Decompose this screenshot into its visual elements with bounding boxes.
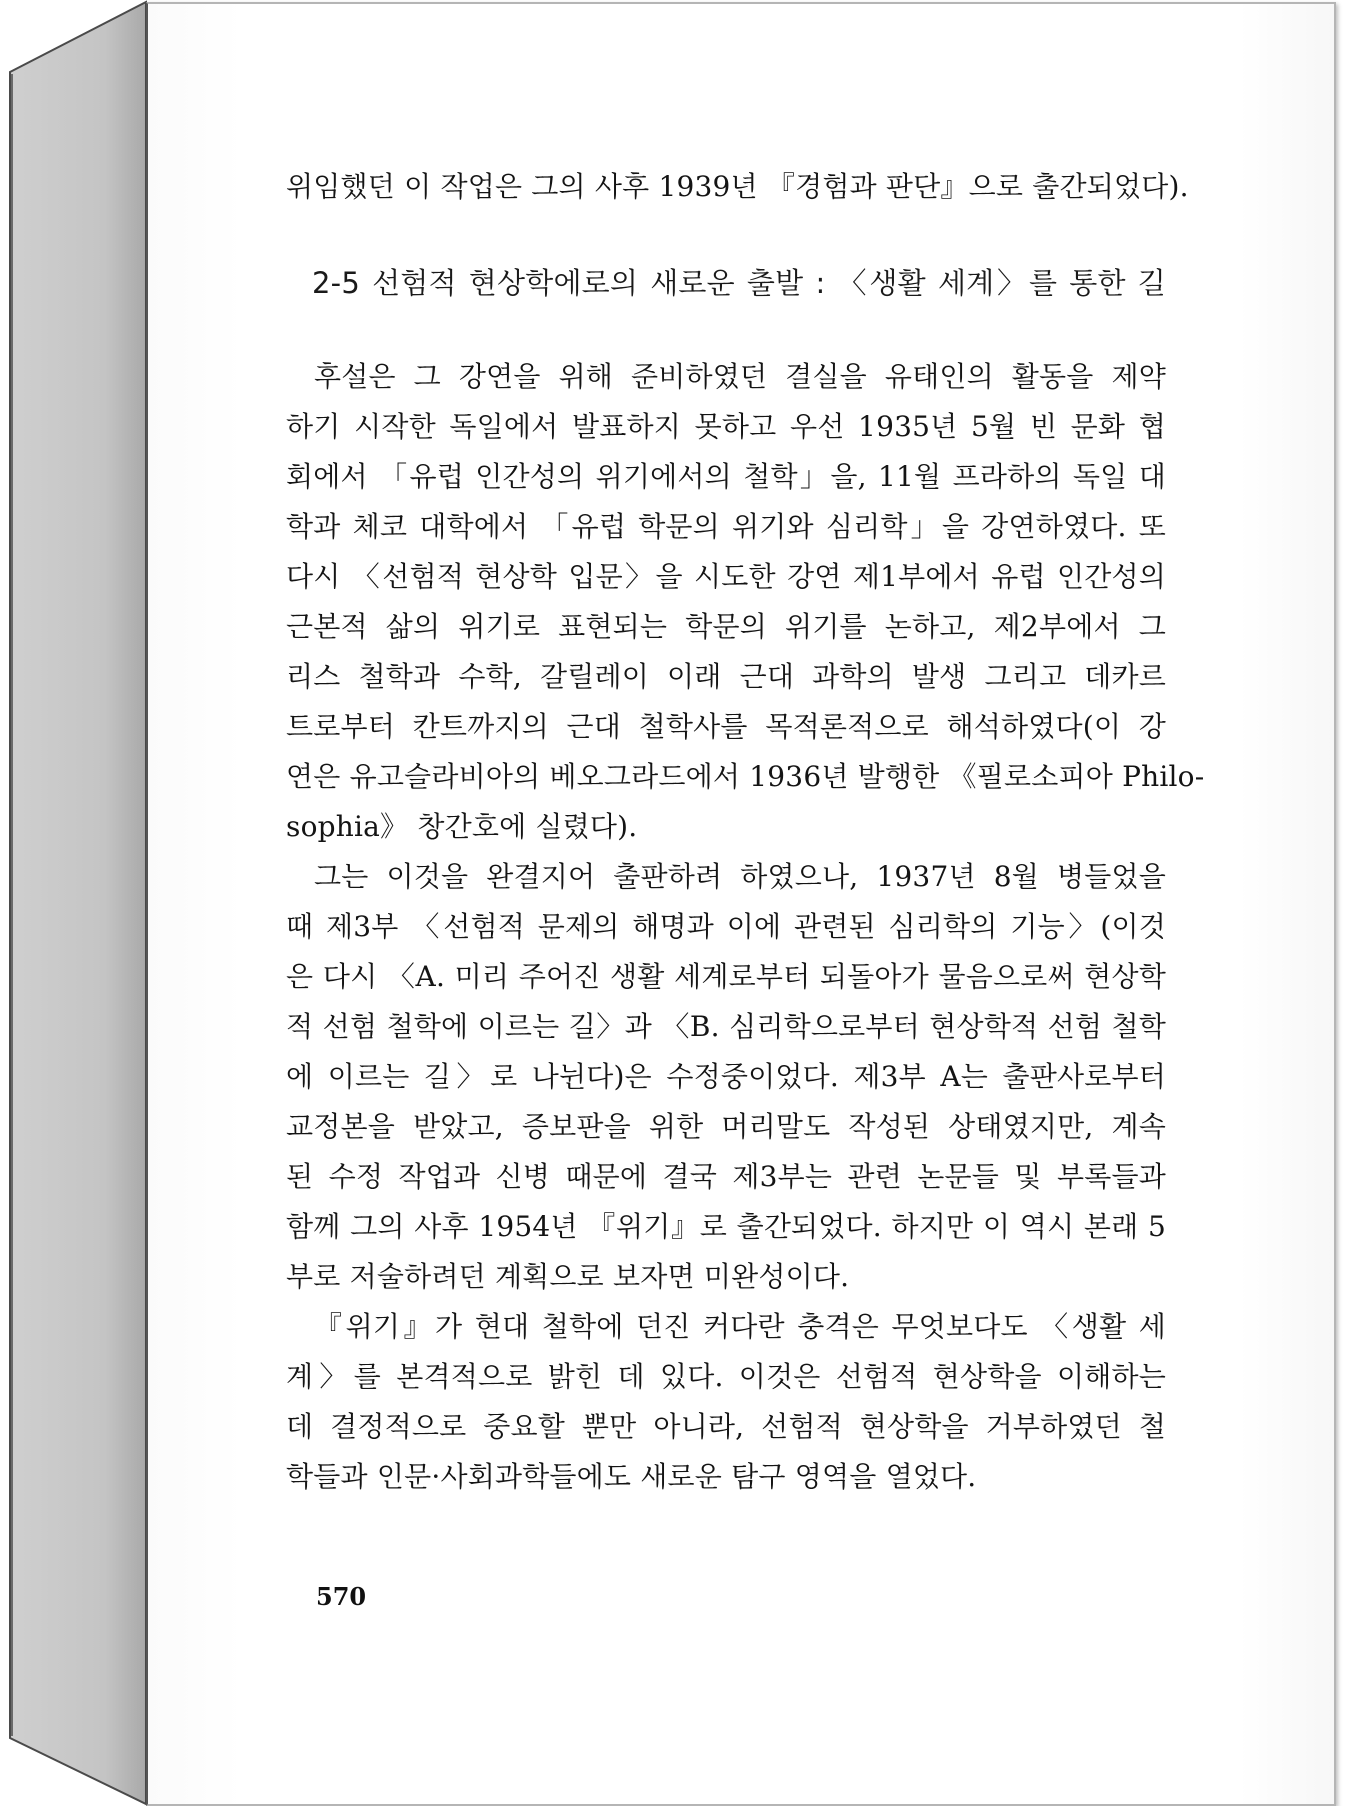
text-line: 근본적 삶의 위기로 표현되는 학문의 위기를 논하고, 제2부에서 그 [286, 610, 1166, 643]
section-heading: 2-5 선험적 현상학에로의 새로운 출발 : 〈생활 세계〉를 통한 길 [312, 266, 1166, 300]
text-line: 부로 저술하려던 계획으로 보자면 미완성이다. [286, 1260, 850, 1293]
text-line: 연은 유고슬라비아의 베오그라드에서 1936년 발행한 《필로소피아 Philo- [286, 760, 1205, 793]
text-line: 은 다시 〈A. 미리 주어진 생활 세계로부터 되돌아가 물음으로써 현상학 [286, 960, 1166, 993]
paragraph-3 [286, 1302, 1166, 1502]
text-line: 에 이르는 길〉로 나뉜다)은 수정중이었다. 제3부 A는 출판사로부터 [286, 1060, 1166, 1093]
text-line: 트로부터 칸트까지의 근대 철학사를 목적론적으로 해석하였다(이 강 [286, 710, 1166, 743]
text-line: 후설은 그 강연을 위해 준비하였던 결실을 유태인의 활동을 제약 [314, 360, 1166, 393]
text-line: 때 제3부 〈선험적 문제의 해명과 이에 관련된 심리학의 기능〉(이것 [286, 910, 1166, 943]
text-line: sophia》 창간호에 실렸다). [286, 810, 638, 843]
book-page [146, 2, 1336, 1806]
text-line: 된 수정 작업과 신병 때문에 결국 제3부는 관련 논문들 및 부록들과 [286, 1160, 1166, 1193]
text-line: 교정본을 받았고, 증보판을 위한 머리말도 작성된 상태였지만, 계속 [286, 1110, 1166, 1143]
text-line: 데 결정적으로 중요할 뿐만 아니라, 선험적 현상학을 거부하였던 철 [286, 1410, 1166, 1443]
text-line: 적 선험 철학에 이르는 길〉과 〈B. 심리학으로부터 현상학적 선험 철학 [286, 1010, 1166, 1043]
page-number: 570 [316, 1582, 367, 1611]
continued-line: 위임했던 이 작업은 그의 사후 1939년 『경험과 판단』으로 출간되었다). [286, 170, 1189, 203]
text-line: 그는 이것을 완결지어 출판하려 하였으나, 1937년 8월 병들었을 [314, 860, 1166, 893]
text-line: 함께 그의 사후 1954년 『위기』로 출간되었다. 하지만 이 역시 본래 5 [286, 1210, 1166, 1243]
paragraph-2 [286, 852, 1166, 1302]
text-line: 학들과 인문·사회과학들에도 새로운 탐구 영역을 열었다. [286, 1460, 977, 1493]
text-line: 리스 철학과 수학, 갈릴레이 이래 근대 과학의 발생 그리고 데카르 [286, 660, 1166, 693]
text-line: 회에서 「유럽 인간성의 위기에서의 철학」을, 11월 프라하의 독일 대 [286, 460, 1166, 493]
text-line: 『위기』가 현대 철학에 던진 커다란 충격은 무엇보다도 〈생활 세 [314, 1310, 1166, 1343]
text-line: 다시 〈선험적 현상학 입문〉을 시도한 강연 제1부에서 유럽 인간성의 [286, 560, 1166, 593]
paragraph-1 [286, 352, 1205, 852]
text-line: 하기 시작한 독일에서 발표하지 못하고 우선 1935년 5월 빈 문화 협 [286, 410, 1166, 443]
text-line: 학과 체코 대학에서 「유럽 학문의 위기와 심리학」을 강연하였다. 또 [286, 510, 1166, 543]
page-text [286, 164, 1205, 1502]
text-line: 계〉를 본격적으로 밝힌 데 있다. 이것은 선험적 현상학을 이해하는 [286, 1360, 1166, 1393]
